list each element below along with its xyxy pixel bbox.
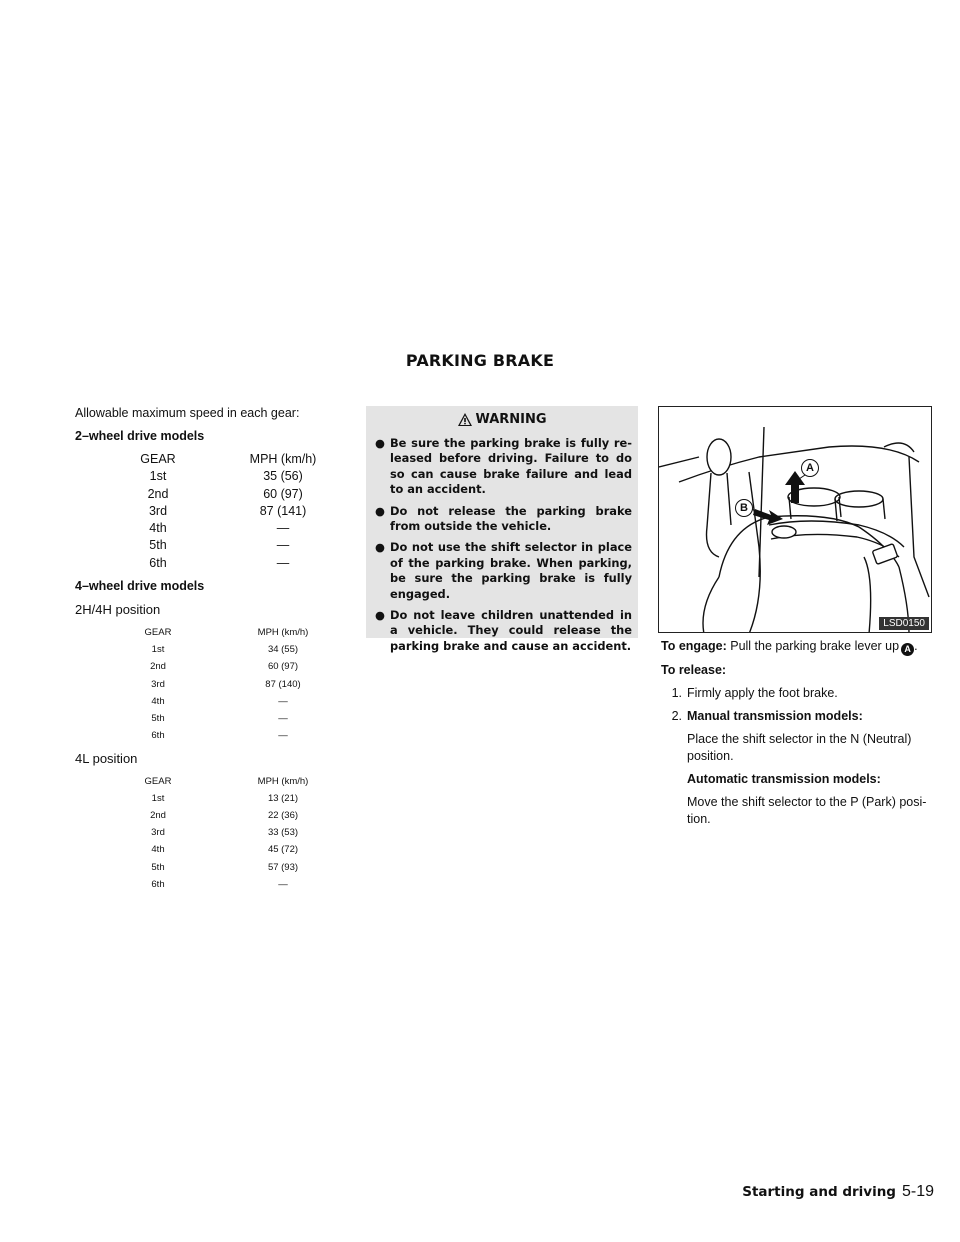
table-row: 3rd 33 (53) <box>151 827 299 839</box>
table-row: 1st 34 (55) <box>151 644 299 656</box>
instructions <box>661 638 933 834</box>
list-item: 2. Manual transmission models: <box>671 709 863 723</box>
table-row: 1st 35 (56) <box>149 469 303 484</box>
table-2h4h <box>75 624 335 744</box>
table-row: 5th — <box>151 713 288 725</box>
list-item: ● Do not leave children unattended in a vehicle. They could release the parking brake and cause an accident. <box>375 608 632 653</box>
page-footer <box>742 1183 934 1201</box>
callout-b: B <box>735 499 753 517</box>
table-row: 3rd 87 (140) <box>151 678 301 690</box>
table-row: 6th — <box>151 730 288 742</box>
two-wd-table <box>75 451 335 572</box>
two-wd-title: 2–wheel drive models <box>75 429 205 443</box>
callout-a: A <box>801 459 819 477</box>
warning-box <box>366 406 638 653</box>
auto-title: Automatic transmission models: <box>687 772 881 786</box>
table-row: 6th — <box>151 878 288 890</box>
list-item: ● Be sure the parking brake is fully re-leased before driving. Failure to do so can cause brake failure and lead to an accident. <box>375 436 632 497</box>
table-row: 3rd 87 (141) <box>148 503 307 518</box>
list-item: ● Do not release the parking brake from outside the vehicle. <box>375 503 632 534</box>
table-row: 6th — <box>149 555 290 570</box>
table-row: 4th — <box>149 521 290 536</box>
figure-label: LSD0150 <box>879 617 929 630</box>
chapter-name: Starting and driving <box>742 1184 896 1200</box>
speed-intro: Allowable maximum speed in each gear: <box>75 406 300 420</box>
callout-a-ref: A <box>901 643 914 656</box>
release-label: To release: <box>661 663 727 677</box>
parking-brake-illustration <box>658 406 932 633</box>
table-4l <box>75 773 335 893</box>
table-header: GEAR MPH (km/h) <box>144 775 309 787</box>
table-header: GEAR MPH (km/h) <box>140 452 317 466</box>
section-title: PARKING BRAKE <box>405 351 555 370</box>
engage-text: Pull the parking brake lever up <box>730 639 900 653</box>
warning-header <box>366 412 638 427</box>
four-wd-title: 4–wheel drive models <box>75 579 205 594</box>
page-number: 5-19 <box>901 1183 934 1200</box>
list-item: 1. Firmly apply the foot brake. <box>671 686 838 700</box>
table-row: 4th 45 (72) <box>151 844 299 856</box>
manual-instruction: Place the shift selector in the N (Neutral) position. <box>687 732 912 763</box>
position-2h4h: 2H/4H position <box>75 602 161 618</box>
warning-list <box>374 436 632 654</box>
table-row: 1st 13 (21) <box>151 792 299 804</box>
table-row: 4th — <box>151 695 288 707</box>
warning-title: WARNING <box>475 412 547 427</box>
engage-paragraph: To engage: Pull the parking brake lever up A . <box>661 639 918 654</box>
table-header: GEAR MPH (km/h) <box>144 627 309 639</box>
table-row: 5th 57 (93) <box>151 861 299 873</box>
table-row: 5th — <box>149 538 290 553</box>
auto-instruction: Move the shift selector to the P (Park) posi-tion. <box>687 795 927 826</box>
table-row: 2nd 60 (97) <box>150 661 299 673</box>
engage-label: To engage: <box>661 639 727 653</box>
position-4l: 4L position <box>75 750 138 766</box>
parking-brake-drawing <box>659 407 932 633</box>
list-item: ● Do not use the shift selector in place of the parking brake. When parking, be sure the parking brake is fully engaged. <box>375 540 632 601</box>
table-row: 2nd 60 (97) <box>147 486 303 501</box>
speed-section <box>75 405 335 898</box>
table-row: 2nd 22 (36) <box>150 809 299 821</box>
warning-triangle-icon <box>457 412 473 427</box>
